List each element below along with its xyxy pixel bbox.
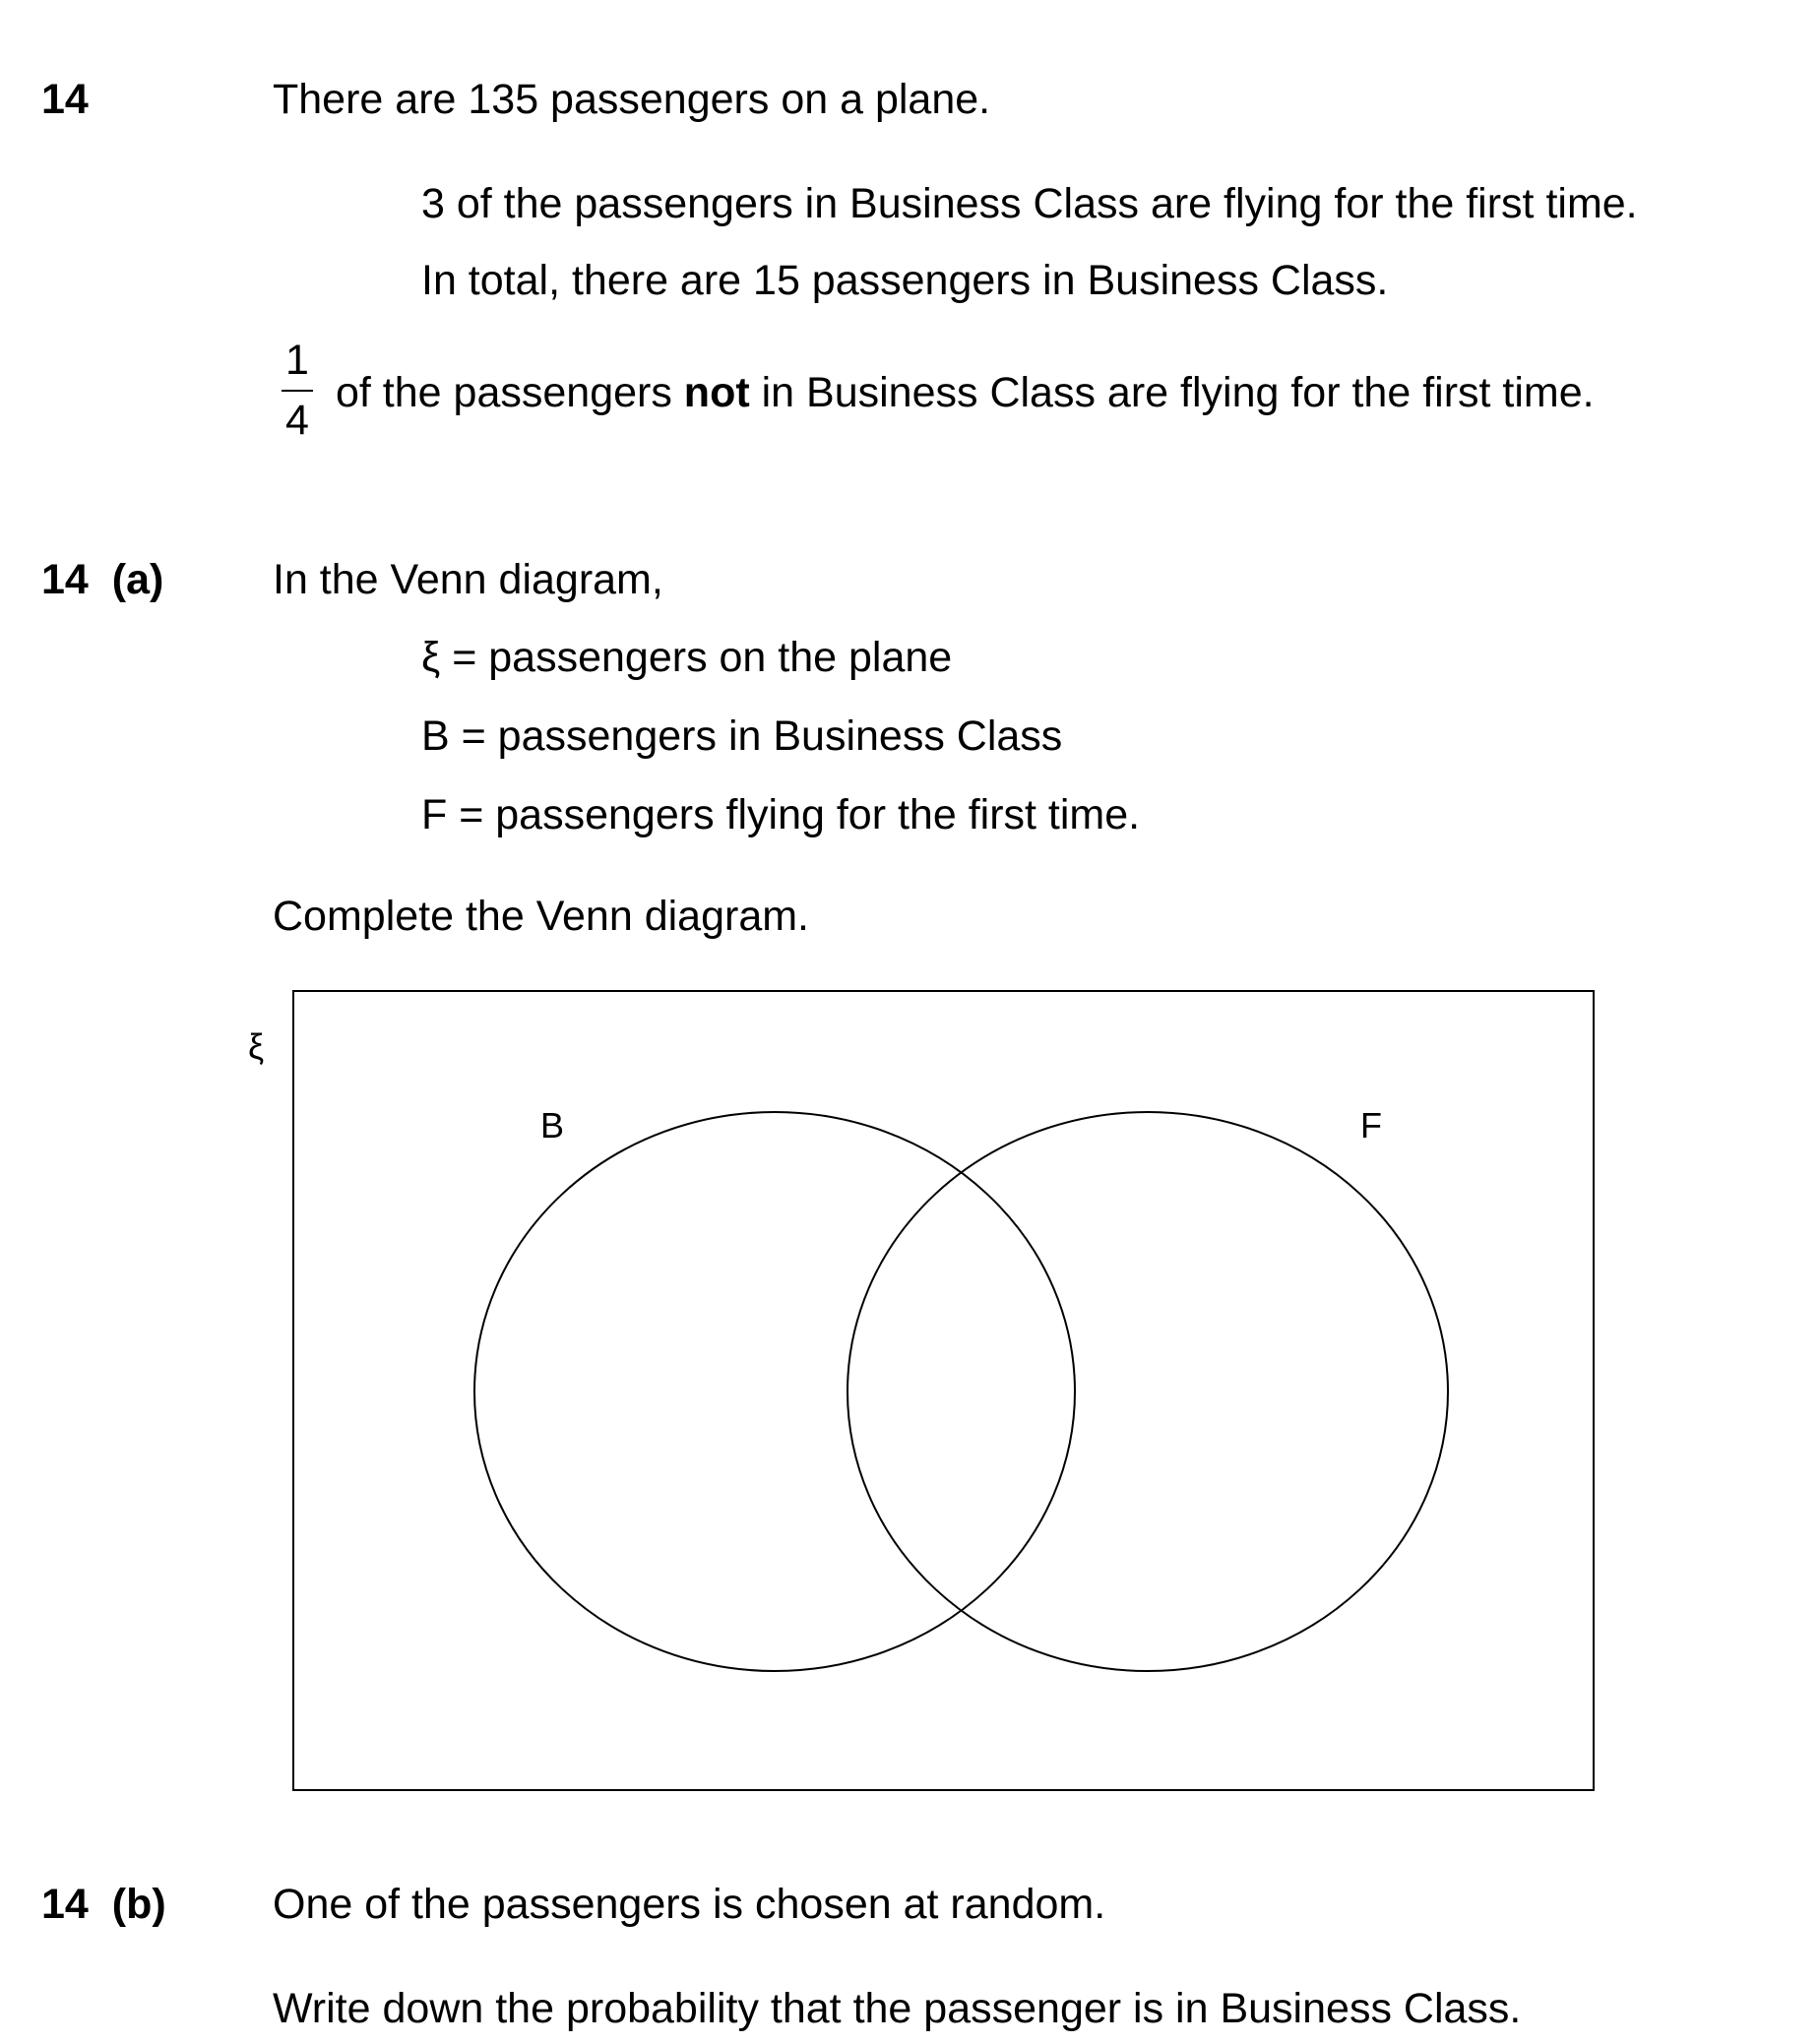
set-f-circle [847, 1112, 1448, 1671]
part-a-instruction: Complete the Venn diagram. [273, 893, 809, 940]
fraction-numerator: 1 [285, 337, 309, 384]
set-f-label: F [1360, 1105, 1382, 1146]
fact-first-time-business: 3 of the passengers in Business Class are flying for the first time. [421, 180, 1638, 227]
part-b-instruction: Write down the probability that the passenger is in Business Class. [273, 1985, 1522, 2032]
definition-b: B = passengers in Business Class [421, 712, 1063, 760]
fact-business-total: In total, there are 15 passengers in Business Class. [421, 257, 1389, 304]
part-b-qnum: 14 [41, 1881, 89, 1928]
part-b-intro: One of the passengers is chosen at random. [273, 1881, 1106, 1928]
universal-set-symbol: ξ [248, 1026, 265, 1067]
part-a-qnum: 14 [41, 556, 89, 603]
part-a-label: (a) [111, 556, 164, 603]
part-b-label: (b) [111, 1881, 166, 1928]
set-b-circle [474, 1112, 1075, 1671]
fraction-denominator: 4 [285, 397, 309, 444]
definition-xi: ξ = passengers on the plane [421, 634, 953, 681]
universal-set-rectangle [293, 991, 1594, 1790]
part-a-intro: In the Venn diagram, [273, 556, 663, 603]
set-b-label: B [540, 1105, 565, 1146]
fact3-before: of the passengers [336, 369, 672, 416]
fact3-bold-not: not [683, 369, 750, 416]
question-number: 14 [41, 76, 89, 123]
part-b-number [41, 1881, 166, 1928]
question-intro: There are 135 passengers on a plane. [273, 76, 991, 123]
definition-f: F = passengers flying for the first time. [421, 791, 1141, 838]
fact3-after: in Business Class are flying for the first time. [761, 369, 1595, 416]
